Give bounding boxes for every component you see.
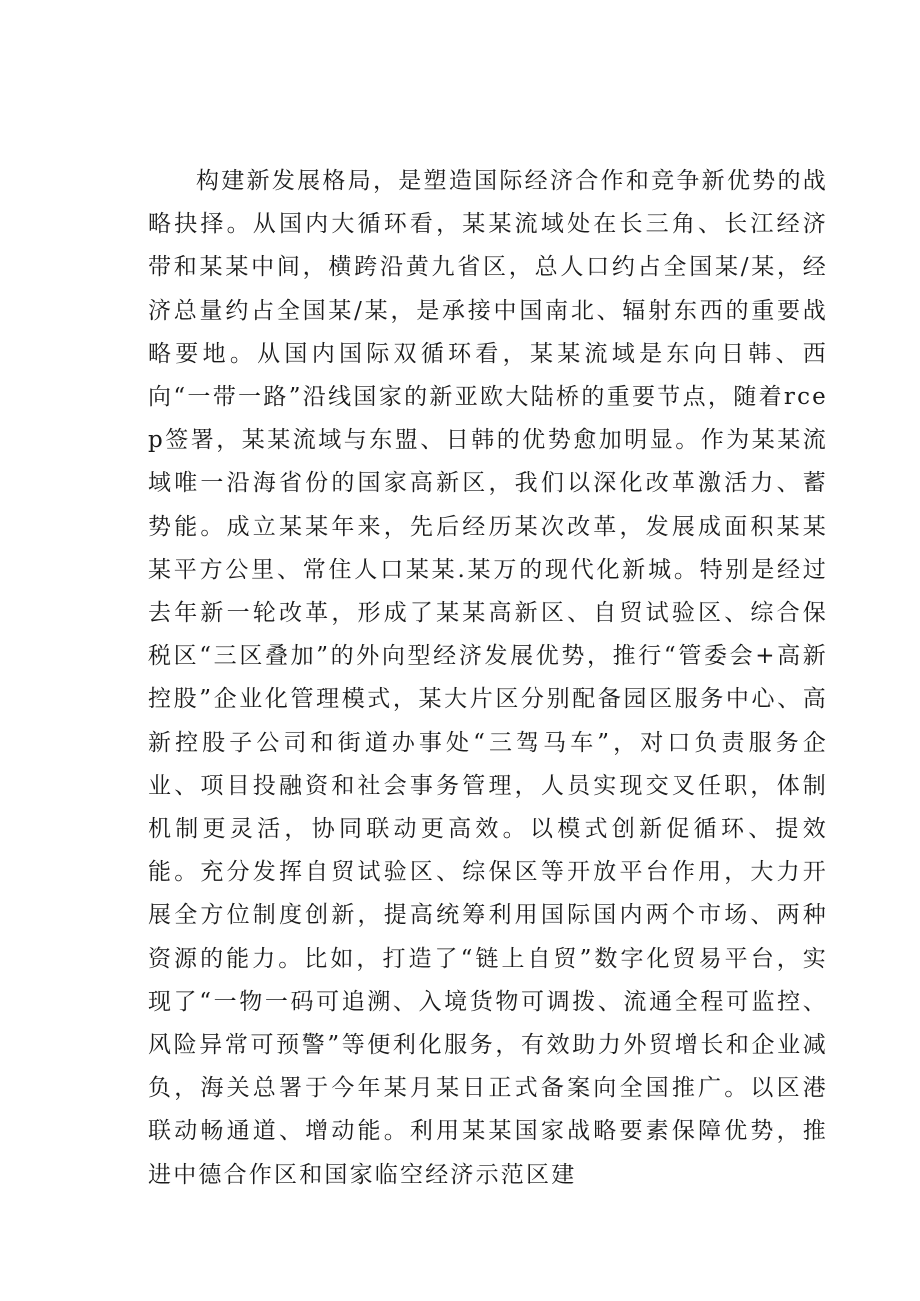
body-paragraph: 构建新发展格局，是塑造国际经济合作和竞争新优势的战略抉择。从国内大循环看，某某流域处在长三角、长江经济带和某某中间，横跨沿黄九省区，总人口约占全国某/某，经济总量约占全国某/某，是承接中国南北、辐射东西的重要战略要地。从国内国际双循环看，某某流域是东向日韩、西向“一带一路”沿线国家的新亚欧大陆桥的重要节点，随着rcep签署，某某流域与东盟、日韩的优势愈加明显。作为某某流域唯一沿海省份的国家高新区，我们以深化改革激活力、蓄势能。成立某某年来，先后经历某次改革，发展成面积某某某平方公里、常住人口某某.某万的现代化新城。特别是经过去年新一轮改革，形成了某某高新区、自贸试验区、综合保税区“三区叠加”的外向型经济发展优势，推行“管委会+高新控股”企业化管理模式，某大片区分别配备园区服务中心、高新控股子公司和街道办事处“三驾马车”，对口负责服务企业、项目投融资和社会事务管理，人员实现交叉任职，体制机制更灵活，协同联动更高效。以模式创新促循环、提效能。充分发挥自贸试验区、综保区等开放平台作用，大力开展全方位制度创新，提高统筹利用国际国内两个市场、两种资源的能力。比如，打造了“链上自贸”数字化贸易平台，实现了“一物一码可追溯、入境货物可调拨、流通全程可监控、风险异常可预警”等便利化服务，有效助力外贸增长和企业减负，海关总署于今年某月某日正式备案向全国推广。以区港联动畅通道、增动能。利用某某国家战略要素保障优势，推进中德合作区和国家临空经济示范区建 (148, 168, 828, 1188)
